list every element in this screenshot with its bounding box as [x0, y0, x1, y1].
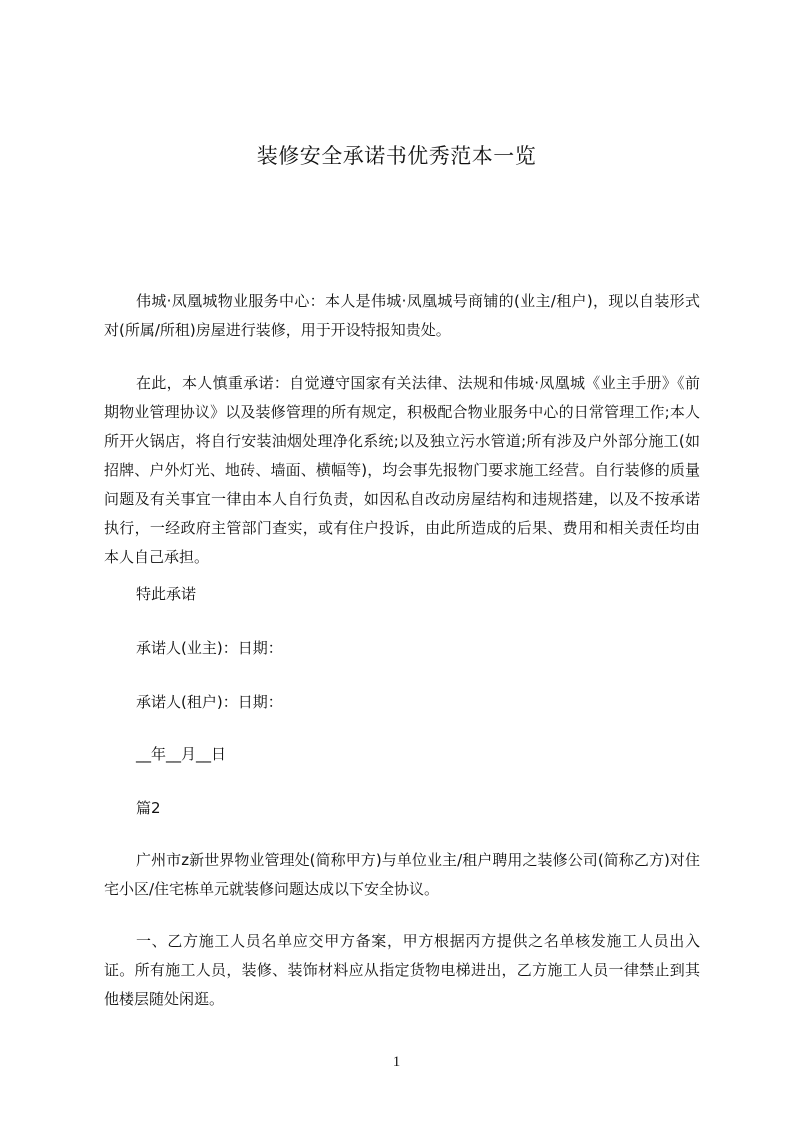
closing-section — [104, 580, 700, 609]
section-label-block — [104, 794, 700, 823]
date-line: __年__月__日 — [136, 745, 227, 763]
section-label: 篇2 — [136, 799, 161, 817]
clause-1: 一、乙方施工人员名单应交甲方备案，甲方根据丙方提供之名单核发施工人员出入证。所有施工人员，装修、装饰材料应从指定货物电梯进出，乙方施工人员一律禁止到其他楼层随处闲逛。 — [104, 932, 700, 1008]
agreement-intro: 广州市z新世界物业管理处(简称甲方)与单位业主/租户聘用之装修公司(简称乙方)对住宅小区/住宅栋单元就装修问题达成以下安全协议。 — [104, 851, 700, 898]
signature-tenant: 承诺人(租户)：日期： — [136, 693, 283, 711]
signature-tenant-section — [104, 688, 700, 717]
document-title: 装修安全承诺书优秀范本一览 — [256, 144, 537, 168]
closing-text: 特此承诺 — [136, 585, 197, 603]
date-section — [104, 740, 700, 769]
clause-1-section — [104, 927, 700, 1014]
body-section-1 — [104, 287, 700, 345]
body-section-2 — [104, 369, 700, 572]
page-number: 1 — [392, 1054, 401, 1070]
signature-owner-section — [104, 634, 700, 663]
agreement-intro-section — [104, 846, 700, 904]
paragraph-notice: 伟城·凤凰城物业服务中心：本人是伟城·凤凰城号商铺的(业主/租户)，现以自装形式对(所属/所租)房屋进行装修，用于开设特报知贵处。 — [104, 292, 700, 339]
signature-owner: 承诺人(业主)：日期： — [136, 639, 283, 657]
paragraph-commitment: 在此，本人慎重承诺：自觉遵守国家有关法律、法规和伟城·凤凰城《业主手册》《前期物业管理协议》以及装修管理的所有规定，积极配合物业服务中心的日常管理工作;本人所开火锅店，将自行安装油烟处理净化系统;以及独立污水管道;所有涉及户外部分施工(如招牌、户外灯光、地砖、墙面、横幅等)，均会事先报物门要求施工经营。自行装修的质量问题及有关事宜一律由本人自行负责，如因私自改动房屋结构和违规搭建，以及不按承诺执行，一经政府主管部门查实，或有住户投诉，由此所造成的后果、费用和相关责任均由本人自己承担。 — [104, 374, 700, 566]
